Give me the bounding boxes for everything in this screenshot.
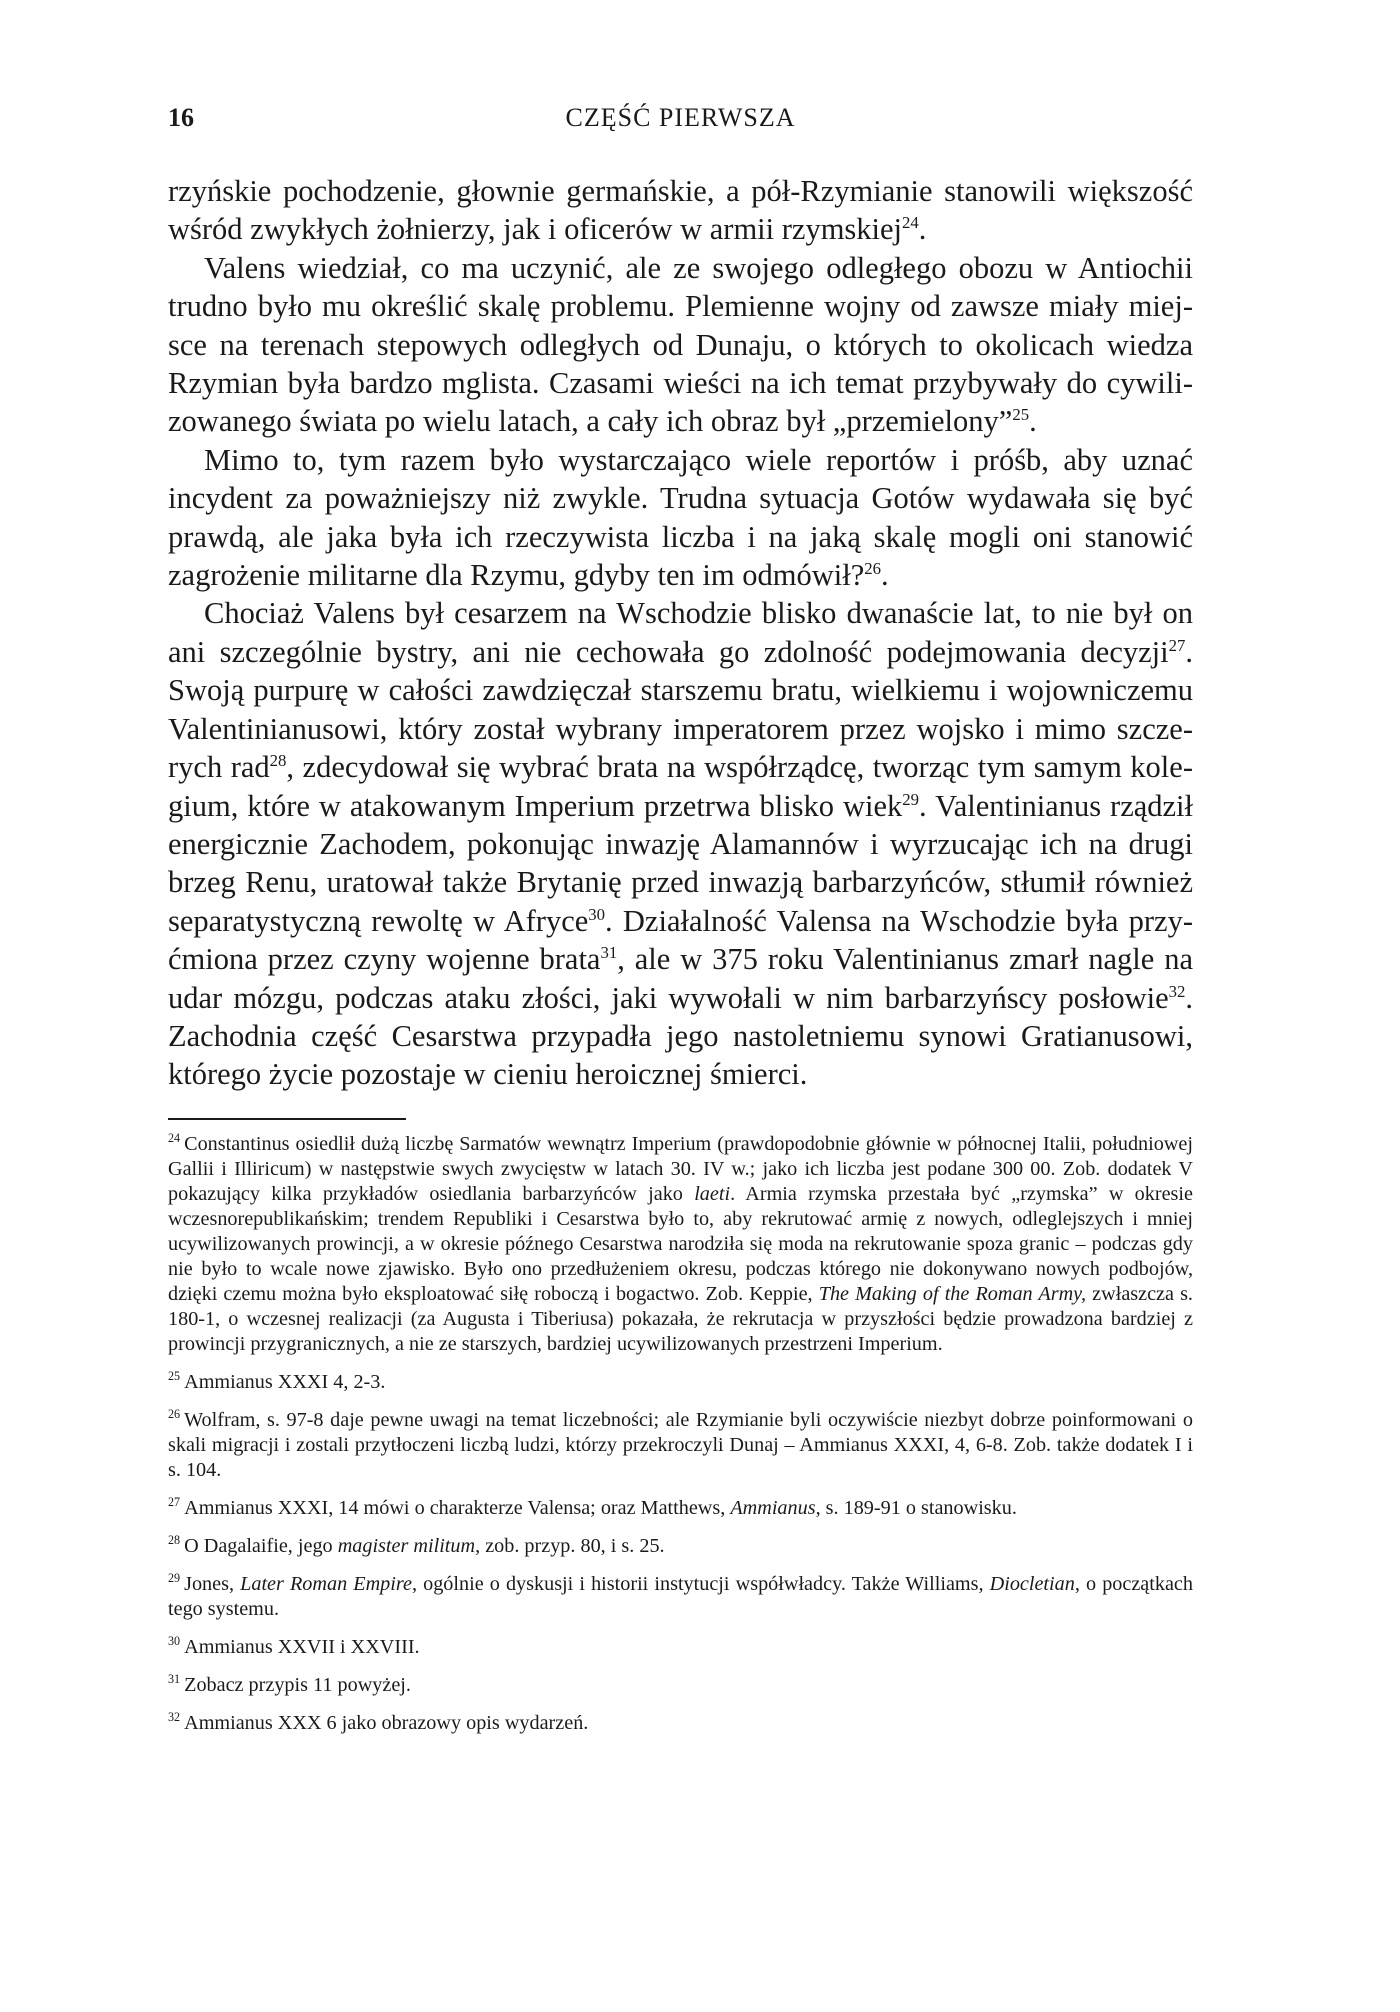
paragraph-text: rzyńskie pochodzenie, głownie germańskie, a pół-Rzymianie stanowili większość wśród zwykłych żołnierzy, jak i oficerów w armii rzymskiej bbox=[168, 174, 1193, 247]
footnote-title: Later Roman Empire bbox=[240, 1573, 412, 1595]
footnote-text: , s. 189-91 o stanowisku. bbox=[815, 1497, 1017, 1519]
footnote-number: 30 bbox=[168, 1634, 181, 1649]
footnote-text: O Dagalaifie, jego bbox=[184, 1535, 338, 1557]
footnote-text: , ogólnie o dyskusji i historii instytucji współwładcy. Także Williams, bbox=[411, 1573, 990, 1595]
paragraph-text: , ale w 375 roku Valentinianus zmarł nagle na udar mózgu, podczas ataku złości, jaki wywołali w nim barbarzyńscy posłowie bbox=[168, 942, 1193, 1015]
footnote-number: 31 bbox=[168, 1672, 181, 1687]
footnote-ref[interactable]: 32 bbox=[1168, 981, 1186, 1001]
footnote-divider bbox=[168, 1118, 406, 1120]
running-head: CZĘŚĆ PIERWSZA bbox=[565, 103, 796, 132]
footnote-number: 29 bbox=[168, 1571, 181, 1586]
footnote-text: Ammianus XXVII i XXVIII. bbox=[184, 1636, 420, 1658]
paragraph-text: Valens wiedział, co ma uczynić, ale ze swojego odległego obozu w Antiochii trudno było mu określić skalę problemu. Plemienne wojny od zawsze miały miejsce na terenach stepowych odległych od Dunaju, o których to okolicach wiedza Rzymian była bardzo mglista. Czasami wieści na ich temat przybywały do cywilizowanego świata po wielu latach, a cały ich obraz był „przemielony” bbox=[168, 250, 1193, 439]
paragraph bbox=[168, 249, 1193, 441]
footnote bbox=[168, 1370, 1193, 1395]
paragraph-text: . bbox=[1029, 404, 1037, 439]
footnote-title: Ammianus bbox=[730, 1497, 816, 1519]
page-header bbox=[168, 98, 1193, 138]
footnote-ref[interactable]: 30 bbox=[588, 904, 606, 924]
footnote-number: 27 bbox=[168, 1495, 181, 1510]
footnote-title: Diocletian bbox=[989, 1573, 1075, 1595]
paragraph-text: . Valentinianus rządził energicznie Zachodem, pokonując inwazję Alamannów i wyrzucając ich na drugi brzeg Renu, uratował także Brytanię przed inwazją barbarzyńców, stłumił również separatystyczną rewoltę w Afryce bbox=[168, 788, 1193, 938]
paragraph-text: . bbox=[918, 212, 927, 247]
footnote bbox=[168, 1534, 1193, 1559]
footnote-ref[interactable]: 27 bbox=[1168, 635, 1186, 655]
footnote-number: 25 bbox=[168, 1369, 181, 1384]
main-text bbox=[168, 172, 1193, 1094]
footnote-number: 32 bbox=[168, 1710, 181, 1725]
footnote bbox=[168, 1408, 1193, 1483]
footnote bbox=[168, 1132, 1193, 1357]
footnote-text: . Armia rzymska przestała być „rzymska” w okresie wczesnorepublikańskim; trendem Republiki i Cesarstwa było to, aby rekrutować armię z nowych, odleglejszych i mniej ucywilizowanych prowincji, a w okresie późnego Cesarstwa narodziła się moda na rekrutowanie spoza granic – podczas gdy nie było to wcale nowe zjawisko. Było ono przedłużeniem okresu, podczas którego nie dokonywano nowych podbojów, dzięki czemu można było eksploatować siłę roboczą i bogactwo. Zob. Keppie, bbox=[168, 1183, 1193, 1305]
footnote-title: magister militum bbox=[337, 1535, 476, 1557]
paragraph-text: . Zachodnia część Cesarstwa przypadła jego nastoletniemu synowi Gratianusowi, którego życie pozostaje w cieniu heroicznej śmierci. bbox=[168, 980, 1193, 1092]
paragraph bbox=[168, 172, 1193, 249]
footnote-number: 26 bbox=[168, 1407, 181, 1422]
footnote-ref[interactable]: 26 bbox=[864, 558, 881, 578]
footnote-title: laeti bbox=[694, 1183, 731, 1205]
footnote-text: , zob. przyp. 80, i s. 25. bbox=[475, 1535, 665, 1557]
footnote-text: , o początkach tego systemu. bbox=[168, 1573, 1193, 1620]
footnote-ref[interactable]: 29 bbox=[902, 789, 920, 809]
footnote-text: Wolfram, s. 97-8 daje pewne uwagi na temat liczebności; ale Rzymianie byli oczywiście niezbyt dobrze poinformowani o skali migracji i zostali przytłoczeni liczbą ludzi, którzy przekroczyli Dunaj – Ammianus XXXI, 4, 6-8. Zob. także dodatek I i s. 104. bbox=[168, 1409, 1193, 1481]
footnote-number: 24 bbox=[168, 1131, 181, 1146]
footnotes bbox=[168, 1132, 1193, 1749]
footnote bbox=[168, 1635, 1193, 1660]
paragraph-text: Chociaż Valens był cesarzem na Wschodzie blisko dwanaście lat, to nie był on ani szczególnie bystry, ani nie cechowała go zdolność podejmowania decyzji bbox=[168, 596, 1193, 669]
paragraph-text: . Działalność Valensa na Wschodzie była przyćmiona przez czyny wojenne brata bbox=[168, 903, 1193, 977]
footnote-text: zwłaszcza s. 180-1, o wczesnej realizacji (za Augusta i Tiberiusa) pokazała, że rekrutacja w przyszłości będzie prowadzona bardziej z prowincji przygranicznych, a nie ze starszych, bardziej ucywilizowanych przestrzeni Imperium. bbox=[168, 1283, 1193, 1355]
paragraph-text: , zdecydował się wybrać brata na współrządcę, tworząc tym samym kolegium, które w atakowanym Imperium przetrwa blisko wiek bbox=[168, 750, 1193, 823]
footnote-ref[interactable]: 31 bbox=[600, 942, 618, 962]
footnote bbox=[168, 1572, 1193, 1622]
footnote-text: Zobacz przypis 11 powyżej. bbox=[184, 1674, 411, 1696]
footnote-text: Ammianus XXX 6 jako obrazowy opis wydarzeń. bbox=[184, 1712, 589, 1734]
footnote-title: The Making of the Roman Army, bbox=[818, 1283, 1087, 1305]
footnote bbox=[168, 1673, 1193, 1698]
footnote bbox=[168, 1496, 1193, 1521]
footnote-text: Constantinus osiedlił dużą liczbę Sarmatów wewnątrz Imperium (prawdopodobnie głównie w północnej Italii, południowej Gallii i Illiricum) w następstwie swych zwycięstw w latach 30. IV w.; jako ich liczba jest podane 300 00. Zob. dodatek V pokazujący kilka przykładów osiedlania barbarzyńców jako bbox=[168, 1133, 1193, 1205]
paragraph bbox=[168, 594, 1193, 1093]
footnote-text: Jones, bbox=[184, 1573, 241, 1595]
footnote-ref[interactable]: 25 bbox=[1012, 405, 1030, 425]
footnote-text: Ammianus XXXI, 14 mówi o charakterze Valensa; oraz Matthews, bbox=[184, 1497, 731, 1519]
footnote-text: Ammianus XXXI 4, 2-3. bbox=[184, 1371, 386, 1393]
footnote bbox=[168, 1711, 1193, 1736]
footnote-number: 28 bbox=[168, 1533, 181, 1548]
footnote-ref[interactable]: 24 bbox=[902, 213, 919, 233]
paragraph bbox=[168, 441, 1193, 595]
paragraph-text: Mimo to, tym razem było wystarczająco wiele reportów i próśb, aby uznać incydent za poważniejszy niż zwykle. Trudna sytuacja Gotów wydawała się być prawdą, ale jaka była ich rzeczywista liczba i na jaką skalę mogli oni stanowić zagrożenie militarne dla Rzymu, gdyby ten im odmówił? bbox=[168, 442, 1193, 593]
page-number: 16 bbox=[168, 103, 194, 132]
footnote-ref[interactable]: 28 bbox=[269, 750, 287, 770]
paragraph-text: . Swoją purpurę w całości zawdzięczał starszemu bratu, wielkiemu i wojowniczemu Valentinianusowi, który został wybrany imperatorem przez wojsko i mimo szczerych rad bbox=[168, 634, 1193, 785]
paragraph-text: . bbox=[881, 558, 889, 593]
